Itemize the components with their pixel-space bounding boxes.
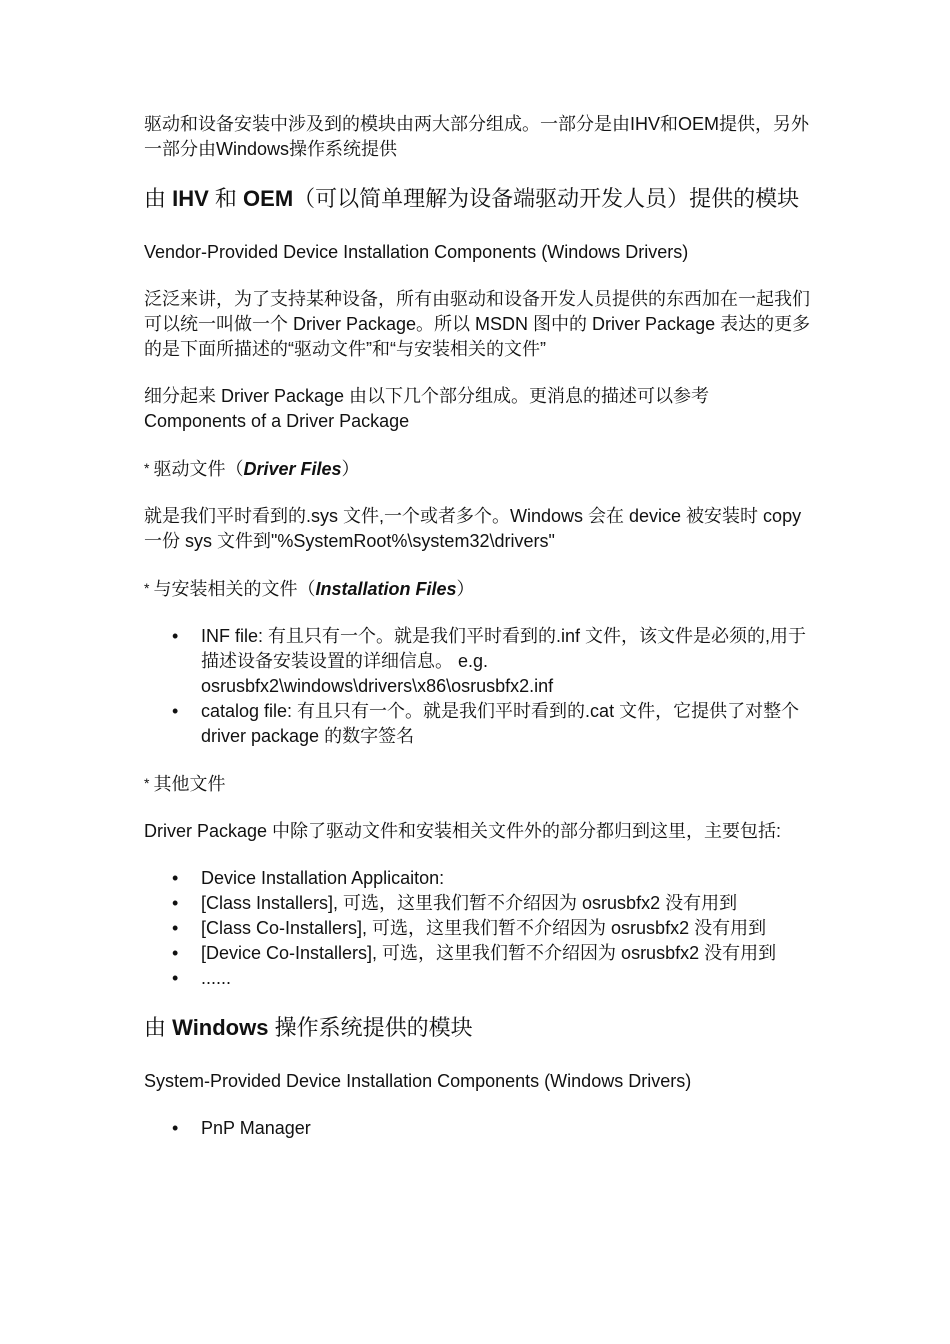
heading-and: 和 xyxy=(208,186,244,211)
heading-prefix: 由 xyxy=(144,1015,173,1040)
list-item-text: [Class Installers], 可选，这里我们暂不介绍因为 osrusbfx2 没有用到 xyxy=(201,893,738,913)
driver-files-em: Driver Files xyxy=(243,459,342,479)
list-item-text: [Class Co-Installers], 可选，这里我们暂不介绍因为 osrusbfx2 没有用到 xyxy=(201,918,767,938)
list-item xyxy=(144,891,812,916)
list-item-text: PnP Manager xyxy=(201,1118,311,1138)
system-components-title: System-Provided Device Installation Components (Windows Drivers) xyxy=(144,1071,692,1091)
installation-files-list xyxy=(144,624,812,749)
list-item-text: catalog file: 有且只有一个。就是我们平时看到的.cat 文件，它提供了对整个 driver package 的数字签名 xyxy=(201,701,800,746)
bullet-icon: • xyxy=(172,868,179,888)
list-item-text: [Device Co-Installers], 可选，这里我们暂不介绍因为 osrusbfx2 没有用到 xyxy=(201,943,777,963)
bullet-icon: • xyxy=(172,918,179,938)
heading-prefix: 由 xyxy=(144,186,173,211)
list-item-text: Device Installation Applicaiton: xyxy=(201,868,445,888)
system-components-list xyxy=(144,1116,812,1141)
sys-files-paragraph: 就是我们平时看到的.sys 文件,一个或者多个。Windows 会在 device 被安装时 copy 一份 sys 文件到"%SystemRoot%\system32\drivers" xyxy=(144,506,802,551)
heading-suffix: （可以简单理解为设备端驱动开发人员）提供的模块 xyxy=(293,186,800,211)
other-files-label: 其他文件 xyxy=(153,774,226,794)
installation-files-label: 与安装相关的文件（ xyxy=(153,579,316,599)
driver-files-label: 驱动文件（ xyxy=(153,459,244,479)
list-item xyxy=(144,916,812,941)
other-files-list xyxy=(144,866,812,991)
document-page xyxy=(144,112,812,1163)
list-item xyxy=(144,966,812,991)
asterisk-marker: * xyxy=(144,580,150,596)
driver-package-general-paragraph: 泛泛来讲，为了支持某种设备，所有由驱动和设备开发人员提供的东西加在一起我们可以统一叫做一个 Driver Package。所以 MSDN 图中的 Driver Package 表达的更多的是下面所描述的“驱动文件”和“与安装相关的文件” xyxy=(144,289,811,359)
list-item xyxy=(144,699,812,749)
other-files-paragraph: Driver Package 中除了驱动文件和安装相关文件外的部分都归到这里，主要包括: xyxy=(144,821,782,841)
list-item xyxy=(144,1116,812,1141)
bullet-icon: • xyxy=(172,893,179,913)
heading-suffix: 操作系统提供的模块 xyxy=(268,1015,473,1040)
heading-ihv: IHV xyxy=(172,186,209,211)
installation-files-heading xyxy=(144,576,812,602)
intro-paragraph: 驱动和设备安装中涉及到的模块由两大部分组成。一部分是由IHV和OEM提供，另外一部分由Windows操作系统提供 xyxy=(144,114,810,159)
heading-oem: OEM xyxy=(243,186,294,211)
bullet-icon: • xyxy=(172,968,179,988)
bullet-icon: • xyxy=(172,701,179,721)
section-heading-system xyxy=(144,1013,812,1043)
asterisk-marker: * xyxy=(144,460,150,476)
list-item xyxy=(144,624,812,699)
driver-files-close: ） xyxy=(341,459,360,479)
asterisk-marker: * xyxy=(144,775,150,791)
installation-files-em: Installation Files xyxy=(315,579,457,599)
driver-files-heading xyxy=(144,456,812,482)
bullet-icon: • xyxy=(172,1118,179,1138)
bullet-icon: • xyxy=(172,626,179,646)
vendor-components-title: Vendor-Provided Device Installation Components (Windows Drivers) xyxy=(144,242,689,262)
bullet-icon: • xyxy=(172,943,179,963)
list-item xyxy=(144,866,812,891)
section-heading-vendor xyxy=(144,184,812,214)
other-files-heading xyxy=(144,771,812,797)
driver-package-components-paragraph: 细分起来 Driver Package 由以下几个部分组成。更消息的描述可以参考 Components of a Driver Package xyxy=(144,386,710,431)
list-item-text: INF file: 有且只有一个。就是我们平时看到的.inf 文件，该文件是必须的,用于描述设备安装设置的详细信息。 e.g. osrusbfx2\windows\drivers\x86\osrusbfx2.inf xyxy=(201,626,807,696)
heading-windows: Windows xyxy=(172,1015,269,1040)
list-item xyxy=(144,941,812,966)
list-item-text: ...... xyxy=(201,968,232,988)
installation-files-close: ） xyxy=(456,579,475,599)
